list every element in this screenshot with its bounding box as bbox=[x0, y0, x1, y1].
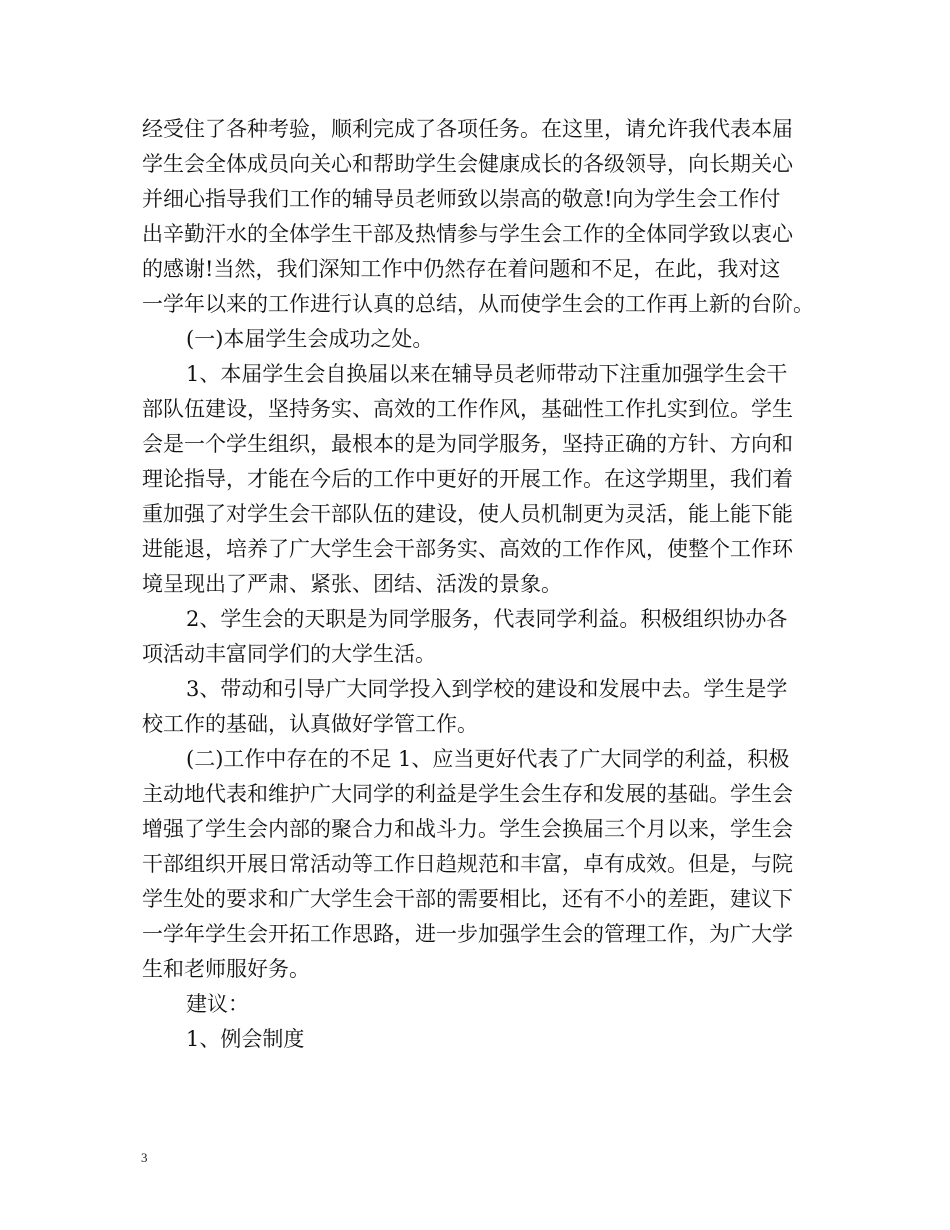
text-line: 干部组织开展日常活动等工作日趋规范和丰富，卓有成效。但是，与院 bbox=[142, 852, 793, 876]
text-line: 主动地代表和维护广大同学的利益是学生会生存和发展的基础。学生会 bbox=[142, 782, 793, 806]
text-line: 1、本届学生会自换届以来在辅导员老师带动下注重加强学生会干 bbox=[186, 362, 788, 386]
text-line: 1、例会制度 bbox=[186, 1027, 305, 1051]
text-line: 部队伍建设，坚持务实、高效的工作作风，基础性工作扎实到位。学生 bbox=[142, 397, 793, 421]
text-line: 学生会全体成员向关心和帮助学生会健康成长的各级领导，向长期关心 bbox=[142, 152, 793, 176]
text-line: 出辛勤汗水的全体学生干部及热情参与学生会工作的全体同学致以衷心 bbox=[142, 222, 793, 246]
text-line: 一学年以来的工作进行认真的总结，从而使学生会的工作再上新的台阶。 bbox=[142, 292, 814, 316]
text-line: 校工作的基础，认真做好学管工作。 bbox=[142, 712, 478, 736]
text-line: (一)本届学生会成功之处。 bbox=[186, 327, 434, 351]
text-line: (二)工作中存在的不足 1、应当更好代表了广大同学的利益，积极 bbox=[186, 747, 790, 771]
text-line: 的感谢!当然，我们深知工作中仍然存在着问题和不足，在此，我对这 bbox=[142, 257, 781, 281]
text-line: 经受住了各种考验，顺利完成了各项任务。在这里，请允许我代表本届 bbox=[142, 117, 793, 141]
text-line: 重加强了对学生会干部队伍的建设，使人员机制更为灵活，能上能下能 bbox=[142, 502, 793, 526]
text-line: 并细心指导我们工作的辅导员老师致以崇高的敬意!向为学生会工作付 bbox=[142, 187, 781, 211]
text-line: 一学年学生会开拓工作思路，进一步加强学生会的管理工作，为广大学 bbox=[142, 922, 793, 946]
text-line: 增强了学生会内部的聚合力和战斗力。学生会换届三个月以来，学生会 bbox=[142, 817, 793, 841]
text-line: 3、带动和引导广大同学投入到学校的建设和发展中去。学生是学 bbox=[186, 677, 788, 701]
text-line: 项活动丰富同学们的大学生活。 bbox=[142, 642, 436, 666]
document-body bbox=[142, 112, 832, 1057]
text-line: 境呈现出了严肃、紧张、团结、活泼的景象。 bbox=[142, 572, 562, 596]
text-line: 学生处的要求和广大学生会干部的需要相比，还有不小的差距，建议下 bbox=[142, 887, 793, 911]
text-line: 进能退，培养了广大学生会干部务实、高效的工作作风，使整个工作环 bbox=[142, 537, 793, 561]
page-number: 3 bbox=[141, 1150, 148, 1165]
text-line: 2、学生会的天职是为同学服务，代表同学利益。积极组织协办各 bbox=[186, 607, 788, 631]
text-line: 生和老师服好务。 bbox=[142, 957, 310, 981]
text-line: 理论指导，才能在今后的工作中更好的开展工作。在这学期里，我们着 bbox=[142, 467, 793, 491]
text-line: 建议： bbox=[186, 992, 249, 1016]
text-line: 会是一个学生组织，最根本的是为同学服务，坚持正确的方针、方向和 bbox=[142, 432, 793, 456]
